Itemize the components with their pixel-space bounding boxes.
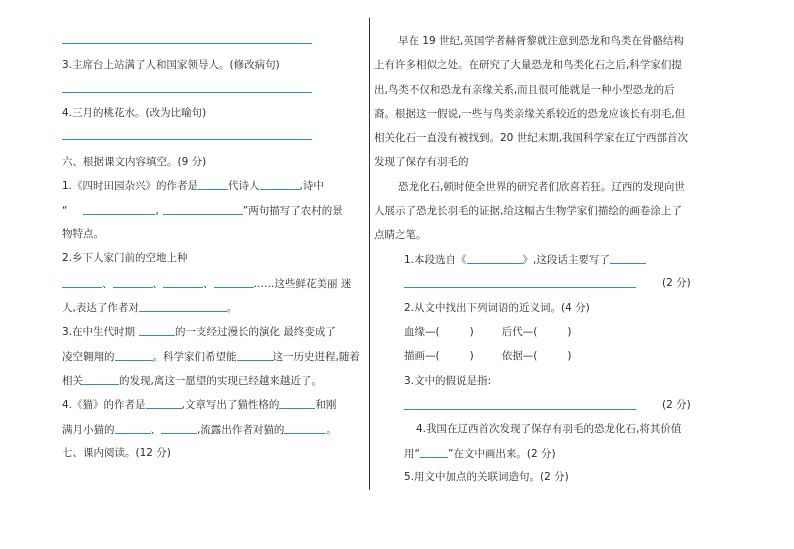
passage-line-8: 人展示了恐龙长羽毛的证据,给这幅古生物学家们描绘的画卷涂上了 <box>374 205 682 217</box>
passage-line-4: 裔。根据这一假说,一些与鸟类亲缘关系较近的恐龙应该长有羽毛,但 <box>374 108 686 120</box>
synonym-row-1: 血缘—( ) 后代—( ) <box>404 326 572 338</box>
blank[interactable] <box>279 397 315 409</box>
blank[interactable] <box>237 349 273 361</box>
reading-question-3: 3.文中的假说是指: <box>404 375 492 387</box>
fill-6-1-line-2: “ , ”两句描写了农村的景 <box>62 205 343 217</box>
blank[interactable] <box>163 276 203 288</box>
passage-line-3: 出,鸟类不仅和恐龙有亲缘关系,而且很可能就是一种小型恐龙的后 <box>374 84 675 96</box>
blank[interactable] <box>284 422 326 434</box>
fill-6-4-line-1: 4.《猫》的作者是 ,文章写出了猫性格的 和刚 <box>62 399 337 411</box>
passage-line-7: 恐龙化石,顿时使全世界的研究者们欣喜若狂。辽西的发现向世 <box>398 181 685 193</box>
synonym-row-2: 描画—( ) 依据—( ) <box>404 350 572 362</box>
blank[interactable] <box>115 422 151 434</box>
passage-line-5: 相关化石一直没有被找到。20 世纪末期,我国科学家在辽宁西部首次 <box>374 132 689 144</box>
reading-question-5: 5.用文中加点的关联词造句。(2 分) <box>404 471 569 483</box>
fill-6-2-line-1: 2.乡下人家门前的空地上种 <box>62 252 188 264</box>
fill-6-1-line-3: 物特点。 <box>62 228 104 240</box>
blank[interactable] <box>198 178 228 190</box>
fill-6-3-line-1: 3.在中生代时期 的一支经过漫长的演化 最终变成了 <box>62 326 336 338</box>
column-divider <box>369 18 370 490</box>
blank[interactable] <box>113 276 153 288</box>
fill-6-2-line-2: 、 、 、 ……这些鲜花美丽 迷 <box>62 276 351 291</box>
answer-line[interactable] <box>62 92 312 93</box>
section-6-heading: 六、根据课文内容填空。(9 分) <box>62 156 207 168</box>
score-label: (2 分) <box>662 277 691 289</box>
answer-line[interactable] <box>62 43 312 44</box>
blank[interactable] <box>115 349 153 361</box>
question-3: 3.主席台上站满了人和国家领导人。(修改病句) <box>62 59 280 71</box>
blank[interactable] <box>610 252 646 264</box>
blank[interactable] <box>139 324 175 336</box>
passage-line-1: 早在 19 世纪,英国学者赫胥黎就注意到恐龙和鸟类在骨骼结构 <box>398 35 684 47</box>
fill-6-3-line-3: 相关 的发现,离这一愿望的实现已经越来越近了。 <box>62 375 322 387</box>
score-label: (2 分) <box>662 399 691 411</box>
fill-6-1-line-1: 1.《四时田园杂兴》的作者是 代诗人 ,诗中 <box>62 180 324 192</box>
reading-question-4-line-1: 4.我国在辽西首次发现了保存有羽毛的恐龙化石,将其价值 <box>416 423 682 435</box>
passage-line-6: 发现了保存有羽毛的 <box>374 156 469 168</box>
answer-line[interactable] <box>62 139 312 140</box>
blank[interactable] <box>83 373 119 385</box>
answer-line[interactable] <box>404 409 636 410</box>
blank[interactable] <box>139 300 227 312</box>
question-4: 4.三月的桃花水。(改为比喻句) <box>62 107 207 119</box>
blank[interactable] <box>83 203 155 215</box>
blank[interactable] <box>467 252 523 264</box>
fill-6-3-line-2: 凌空翱翔的 。科学家们希望能 这一历史进程,随着 <box>62 351 360 363</box>
blank[interactable] <box>146 397 182 409</box>
fill-6-2-line-3: 人,表达了作者对 。 <box>62 302 238 314</box>
blank[interactable] <box>161 422 197 434</box>
section-7-heading: 七、课内阅读。(12 分) <box>62 447 171 459</box>
reading-question-2: 2.从文中找出下列词语的近义词。(4 分) <box>404 302 590 314</box>
passage-line-9: 点睛之笔。 <box>374 229 427 241</box>
reading-question-4-line-2: 用“ ”在文中画出来。(2 分) <box>404 448 556 460</box>
blank[interactable] <box>260 178 300 190</box>
answer-line[interactable] <box>404 287 636 288</box>
passage-line-2: 上有许多相似之处。在研究了大量恐龙和鸟类化石之后,科学家们提 <box>374 59 682 71</box>
reading-question-1: 1.本段选自《 》,这段话主要写了 <box>404 252 646 267</box>
blank[interactable] <box>214 276 254 288</box>
fill-6-4-line-2: 满月小猫的 、 ,流露出作者对猫的 。 <box>62 424 337 436</box>
blank[interactable] <box>62 276 102 288</box>
blank[interactable] <box>420 446 448 458</box>
blank[interactable] <box>163 203 243 215</box>
